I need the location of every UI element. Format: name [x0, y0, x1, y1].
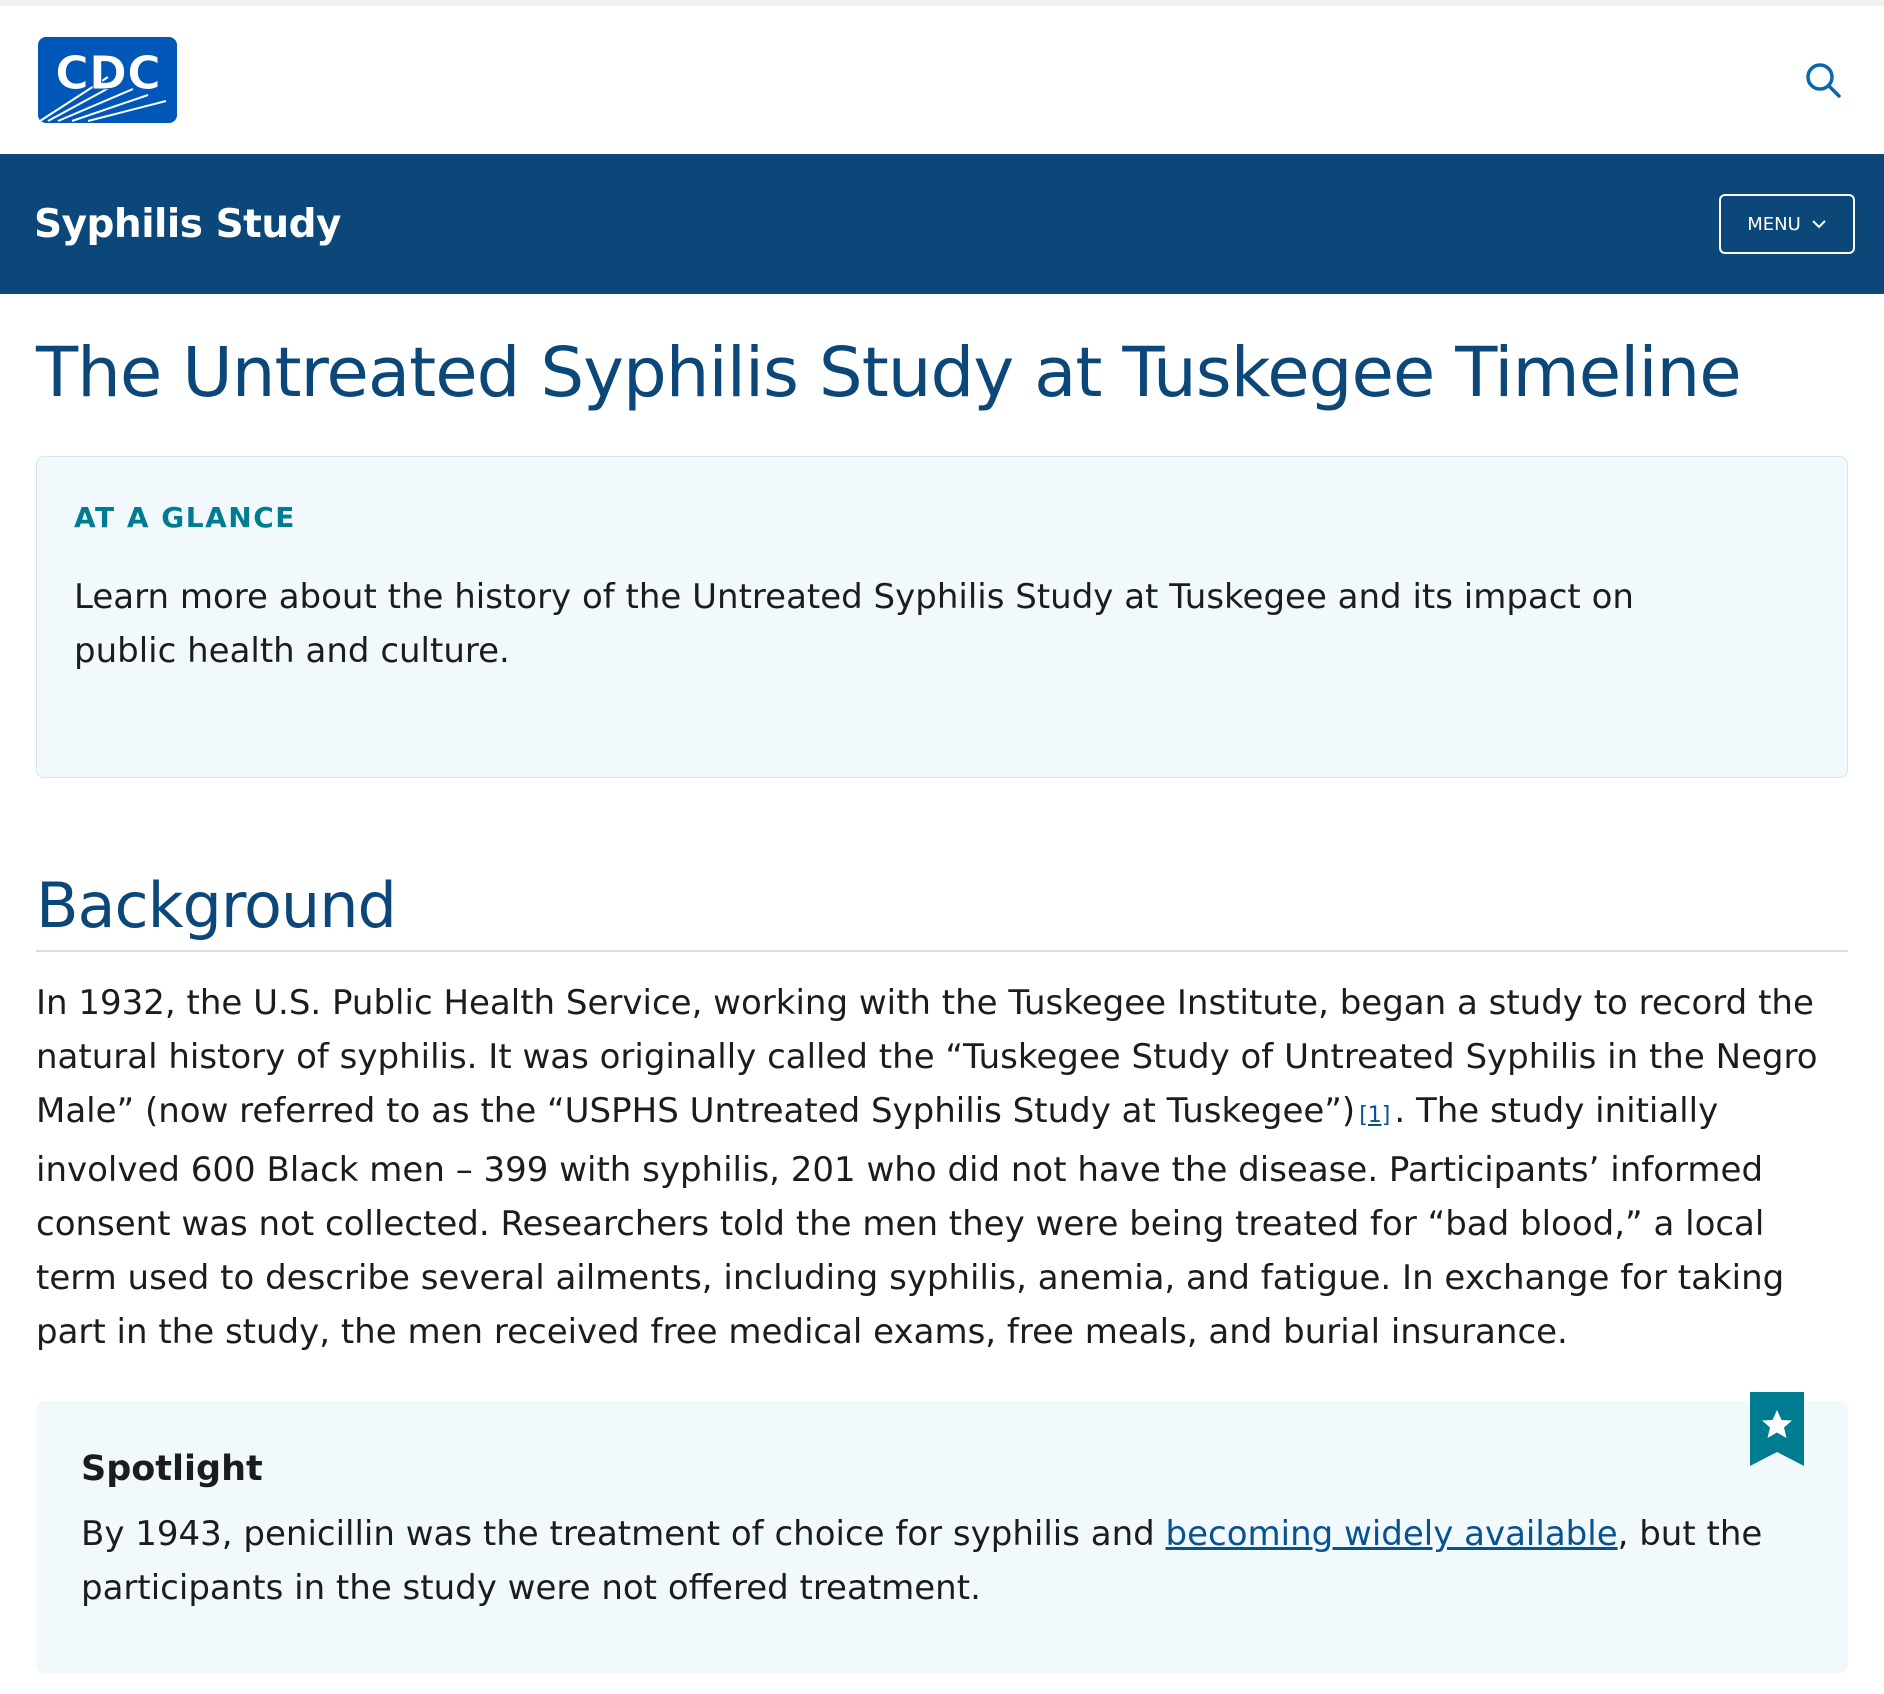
search-button[interactable] [1798, 55, 1848, 105]
spotlight-text-part2: , but the participants in the study were not offered treatment. [81, 1514, 1763, 1609]
background-paragraph [36, 976, 1848, 1359]
spotlight-text [81, 1507, 1781, 1615]
star-bookmark-icon [1750, 1392, 1804, 1466]
at-a-glance-box [36, 456, 1848, 778]
spotlight-text-part1: By 1943, penicillin was the treatment of choice for syphilis and [81, 1514, 1166, 1555]
site-header [0, 6, 1884, 154]
spotlight-title: Spotlight [81, 1449, 263, 1490]
widely-available-link[interactable]: becoming widely available [1165, 1514, 1618, 1555]
cdc-logo-icon [38, 37, 177, 123]
page-title: The Untreated Syphilis Study at Tuskegee Timeline [36, 333, 1741, 413]
menu-button[interactable] [1719, 194, 1855, 254]
main-content [0, 333, 1884, 1673]
at-a-glance-label: AT A GLANCE [74, 500, 296, 534]
background-heading: Background [36, 872, 1848, 952]
topic-title[interactable]: Syphilis Study [34, 201, 341, 247]
at-a-glance-text: Learn more about the history of the Untreated Syphilis Study at Tuskegee and its impact on public health and culture. [74, 576, 1634, 671]
spotlight-box [36, 1401, 1848, 1673]
cdc-logo[interactable] [38, 37, 177, 123]
background-text-part1: In 1932, the U.S. Public Health Service, working with the Tuskegee Institute, began a study to record the natural history of syphilis. It was originally called the “Tuskegee Study of Untreated Syphilis in the Negro Male” (now referred to as the “USPHS Untreated Syphilis Study at Tuskegee”) [36, 983, 1818, 1132]
cdc-logo-text: CDC [55, 46, 161, 100]
topic-bar [0, 154, 1884, 294]
citation-link[interactable]: [1] [1359, 1103, 1391, 1129]
menu-label: MENU [1747, 213, 1801, 235]
chevron-down-icon [1811, 219, 1827, 229]
background-text-part2: . The study initially involved 600 Black men – 399 with syphilis, 201 who did not have the disease. Participants’ informed consent was not collected. Researchers told the men they were being treated for “bad blood,” a local term used to describe several ailments, including syphilis, anemia, and fatigue. In exchange for taking part in the study, the men received free medical exams, free meals, and burial insurance. [36, 1091, 1785, 1353]
search-icon [1803, 60, 1843, 100]
